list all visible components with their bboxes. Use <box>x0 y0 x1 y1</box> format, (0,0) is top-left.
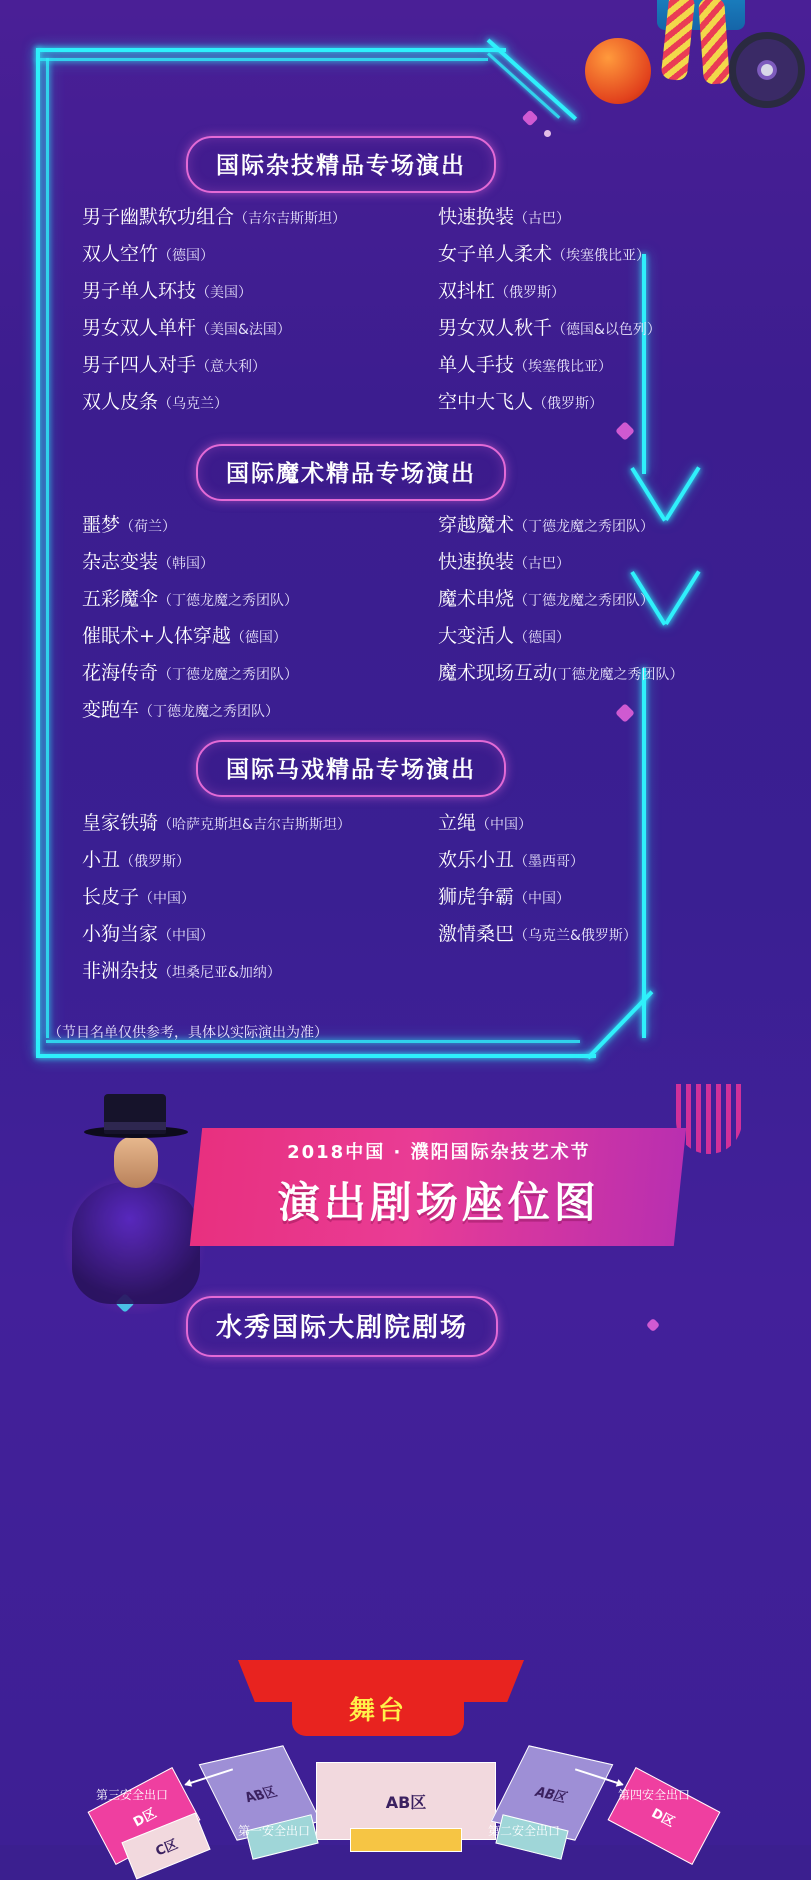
seat-block-d-right[interactable]: D区 <box>608 1767 721 1865</box>
program-item: 小狗当家（中国） <box>82 923 215 945</box>
seat-block-d-left[interactable]: D区 <box>88 1767 201 1865</box>
magician-body <box>72 1182 200 1304</box>
program-item: 男子四人对手（意大利） <box>82 354 267 376</box>
program-item: 变跑车（丁德龙魔之秀团队） <box>82 699 280 721</box>
exit-label-third: 第三安全出口 <box>96 1788 169 1802</box>
program-list-magic-right <box>438 508 683 693</box>
program-item: 快速换装（古巴） <box>438 206 571 228</box>
program-item: 欢乐小丑（墨西哥） <box>438 849 585 871</box>
frame-edge-top <box>36 48 506 52</box>
unicycle-wheel-icon <box>729 32 805 108</box>
program-item: 魔术现场互动(丁德龙魔之秀团队） <box>438 662 684 684</box>
section-title-magic: 国际魔术精品专场演出 <box>196 444 506 501</box>
frame-diagonal-top-right <box>487 39 577 121</box>
program-item: 五彩魔伞（丁德龙魔之秀团队） <box>82 588 299 610</box>
frame-edge-top-inner <box>36 58 488 61</box>
program-item: 男子幽默软功组合（吉尔吉斯斯坦） <box>82 206 347 228</box>
program-item: 长皮子（中国） <box>82 886 196 908</box>
venue-name-pill: 水秀国际大剧院剧场 <box>186 1296 498 1357</box>
program-item: 催眠术+人体穿越（德国） <box>82 625 287 647</box>
program-item: 单人手技（埃塞俄比亚） <box>438 354 613 376</box>
frame-edge-left <box>36 48 40 1054</box>
sparkle-dot-icon <box>544 130 551 137</box>
seat-block-ab-mid[interactable]: AB区 <box>316 1762 496 1840</box>
program-item: 小丑（俄罗斯） <box>82 849 191 871</box>
program-list-acrobatics-right <box>438 200 661 422</box>
program-item: 大变活人（德国） <box>438 625 571 647</box>
program-item: 非洲杂技（坦桑尼亚&加纳） <box>82 960 281 982</box>
program-item: 激情桑巴（乌克兰&俄罗斯） <box>438 923 637 945</box>
program-list-magic-left <box>82 508 298 730</box>
program-list-circus-right <box>438 806 637 954</box>
program-item: 立绳（中国） <box>438 812 533 834</box>
frame-edge-bottom <box>36 1054 596 1058</box>
frame-edge-right-lower <box>642 668 646 1038</box>
seatmap-banner <box>190 1128 686 1246</box>
program-item: 双抖杠（俄罗斯） <box>438 280 566 302</box>
magician-face <box>114 1136 158 1188</box>
section-title-circus: 国际马戏精品专场演出 <box>196 740 506 797</box>
seat-block-ab-left[interactable]: AB区 <box>199 1745 322 1840</box>
seat-block-front-center[interactable] <box>350 1828 462 1852</box>
exit-label-second: 第二安全出口 <box>488 1824 561 1838</box>
banner-subtitle: 2018中国 · 濮阳国际杂技艺术节 <box>287 1142 591 1163</box>
program-item: 狮虎争霸（中国） <box>438 886 571 908</box>
program-item: 双人皮条（乌克兰） <box>82 391 229 413</box>
program-item: 穿越魔术（丁德龙魔之秀团队） <box>438 514 655 536</box>
stage-wing-left <box>238 1660 298 1702</box>
program-item: 魔术串烧（丁德龙魔之秀团队） <box>438 588 655 610</box>
program-list-acrobatics-left <box>82 200 346 422</box>
frame-edge-left-inner <box>46 58 49 1038</box>
seat-block-ab-right[interactable]: AB区 <box>491 1745 614 1840</box>
program-list-circus-left <box>82 806 351 991</box>
program-item: 男女双人单杆（美国&法国） <box>82 317 291 339</box>
program-item: 杂志变装（韩国） <box>82 551 215 573</box>
stage-label: 舞台 <box>348 1696 407 1726</box>
stage-wing-right <box>464 1660 524 1702</box>
seat-block-c-left[interactable]: C区 <box>121 1812 210 1879</box>
section-title-acrobatics: 国际杂技精品专场演出 <box>186 136 496 193</box>
decorative-stripes <box>676 1084 742 1154</box>
program-item: 噩梦（荷兰） <box>82 514 177 536</box>
program-item: 花海传奇（丁德龙魔之秀团队） <box>82 662 299 684</box>
magician-photo <box>48 1102 218 1302</box>
disclaimer-note: （节目名单仅供参考，具体以实际演出为准） <box>48 1025 328 1041</box>
top-hat-band <box>104 1122 166 1130</box>
sparkle-diamond-icon <box>646 1318 660 1332</box>
program-item: 空中大飞人（俄罗斯） <box>438 391 604 413</box>
exit-label-first: 第一安全出口 <box>238 1824 311 1838</box>
frame-diagonal-top-right-inner <box>487 52 560 118</box>
program-item: 男女双人秋千（德国&以色列） <box>438 317 661 339</box>
program-item: 快速换装（古巴） <box>438 551 571 573</box>
program-item: 皇家铁骑（哈萨克斯坦&吉尔吉斯斯坦） <box>82 812 351 834</box>
program-item: 双人空竹（德国） <box>82 243 215 265</box>
program-item: 男子单人环技（美国） <box>82 280 253 302</box>
exit-label-fourth: 第四安全出口 <box>618 1788 691 1802</box>
banner-title: 演出剧场座位图 <box>277 1178 600 1227</box>
program-item: 女子单人柔术（埃塞俄比亚） <box>438 243 651 265</box>
